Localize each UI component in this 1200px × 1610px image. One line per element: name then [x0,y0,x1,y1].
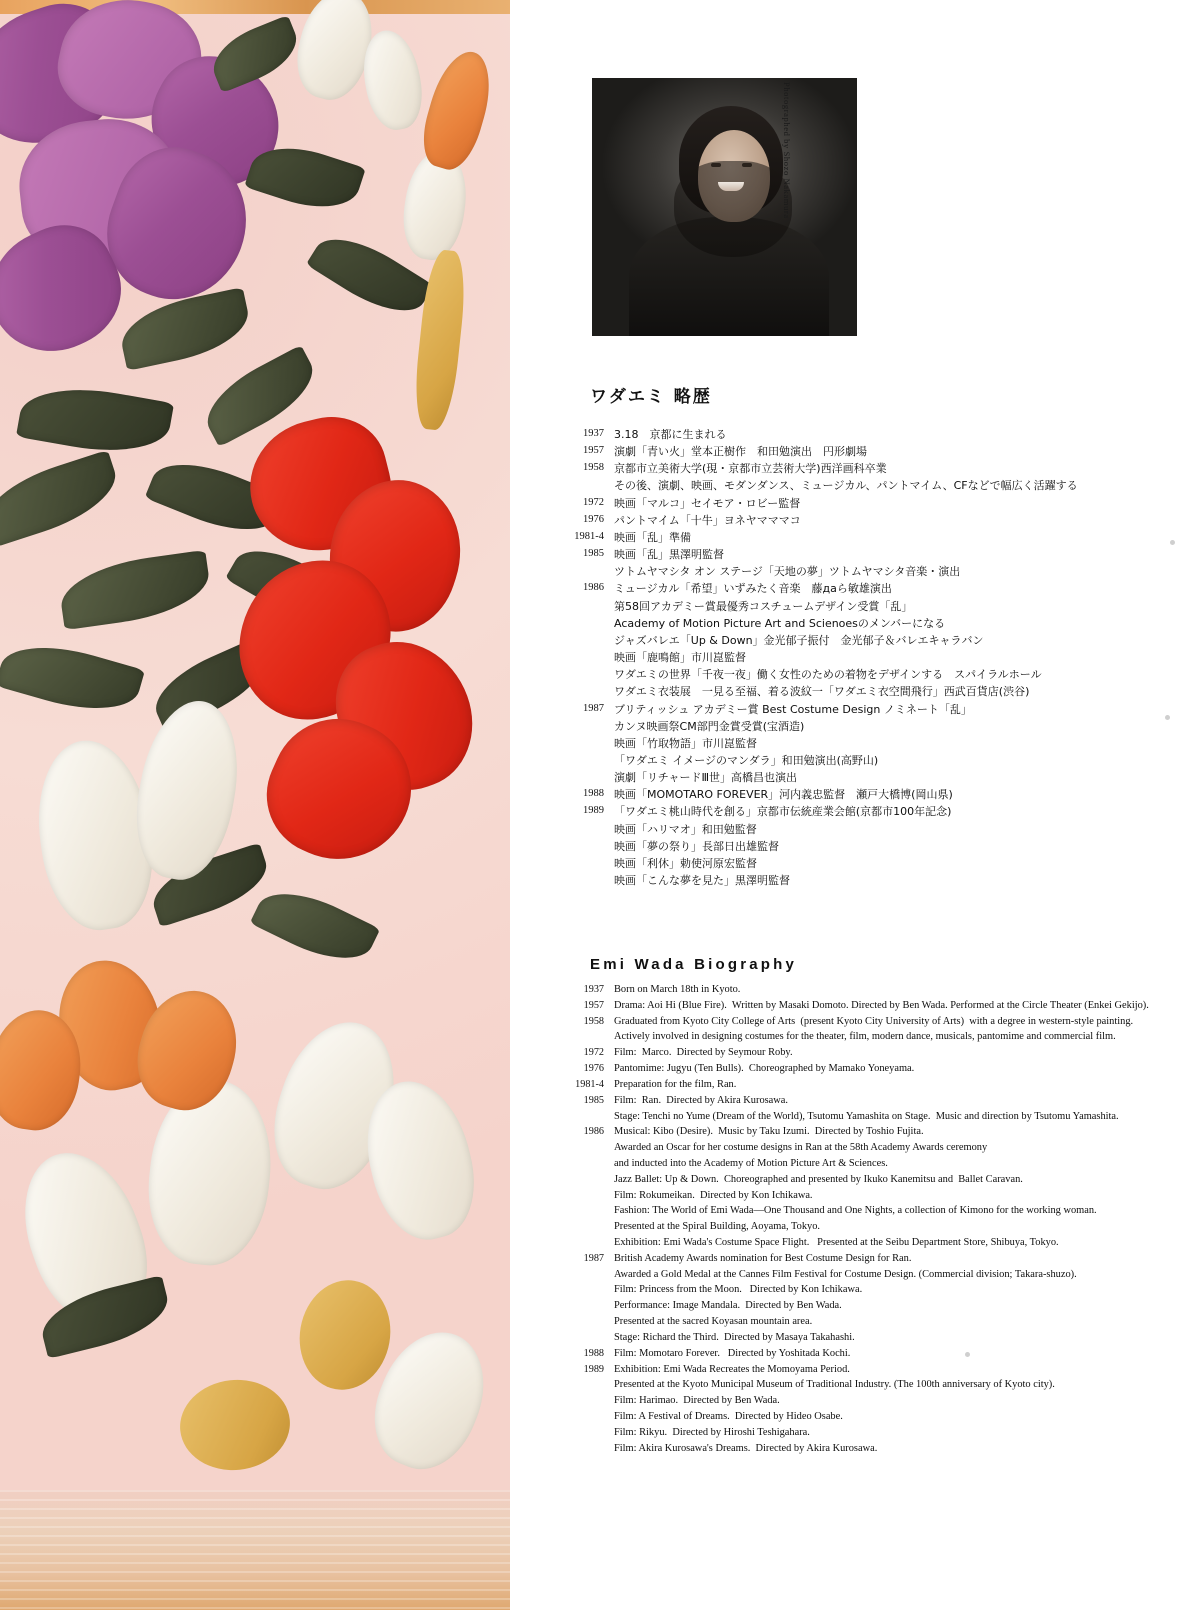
biography-entry-lines [614,998,1188,1014]
biography-entry-lines [614,443,1188,460]
paper-blemish [1165,715,1170,720]
biography-line: Awarded a Gold Medal at the Cannes Film Festival for Costume Design. (Commercial division; Takara-shuzo). [614,1268,1077,1280]
biography-entry [548,1077,1188,1093]
biography-line: 映画「竹取物語」市川崑監督 [614,736,757,750]
biography-line: Pantomime: Jugyu (Ten Bulls). Choreographed by Mamako Yoneyama. [614,1063,915,1075]
biography-line: Presented at the Spiral Building, Aoyama, Tokyo. [614,1221,821,1233]
biography-line: 映画「乱」準備 [614,530,691,544]
biography-entry [548,580,1188,700]
biography-entry [548,512,1188,529]
biography-line: 京都市立美術大学(現・京都市立芸術大学)西洋画科卒業 [614,462,887,476]
paper-blemish [965,1352,970,1357]
biography-entry-lines [614,1124,1188,1251]
biography-line: Film: Harimao. Directed by Ben Wada. [614,1395,780,1407]
biography-line: ミュージカル「希望」いずみたく音楽 藤даら敏雄演出 [614,582,892,596]
biography-line: British Academy Awards nomination for Best Costume Design for Ran. [614,1252,912,1264]
biography-line: Film: Rikyu. Directed by Hiroshi Teshigahara. [614,1426,810,1438]
english-biography-heading: Emi Wada Biography [590,956,798,973]
biography-line: ジャズバレエ「Up & Down」金光郁子振付 金光郁子＆バレエキャラバン [614,633,984,647]
biography-entry [548,701,1188,787]
biography-entry-lines [614,580,1188,700]
biography-entry-lines [614,1093,1188,1125]
biography-line: Born on March 18th in Kyoto. [614,984,741,995]
biography-line: Film: A Festival of Dreams. Directed by Hideo Osabe. [614,1410,843,1422]
biography-line: Academy of Motion Picture Art and Scienoesのメンバーになる [614,616,946,630]
biography-entry-lines [614,982,1188,998]
paper-blemish [1170,540,1175,545]
biography-entry-lines [614,786,1188,803]
english-biography-list [548,982,1188,1456]
biography-year: 1976 [583,1063,604,1075]
biography-entry-lines [614,426,1188,443]
biography-entry [548,529,1188,546]
biography-entry-lines [614,1346,1188,1362]
biography-line: パントマイム「十牛」ヨネヤマママコ [614,513,801,527]
portrait-photo [592,78,857,336]
photo-credit: Photographed by Shozo Nakamura [782,82,792,219]
biography-line: and inducted into the Academy of Motion Picture Art & Sciences. [614,1157,888,1169]
biography-line: Graduated from Kyoto City College of Arts (present Kyoto City University of Arts) with a degree in western-style painting. [614,1015,1134,1027]
biography-year: 1989 [583,805,604,817]
biography-entry [548,998,1188,1014]
biography-year: 1958 [583,1015,604,1027]
textile-photograph [0,0,510,1610]
biography-entry [548,982,1188,998]
biography-entry-lines [614,701,1188,787]
biography-line: Film: Akira Kurosawa's Dreams. Directed by Akira Kurosawa. [614,1442,878,1454]
biography-entry-lines [614,1251,1188,1346]
biography-line: ワダエミ衣装展 一見る至福、着る波紋一「ワダエミ衣空間飛行」西武百貨店(渋谷) [614,685,1030,699]
biography-entry [548,1346,1188,1362]
biography-year: 1987 [583,702,604,714]
biography-line: カンヌ映画祭CM部門金賞受賞(宝酒造) [614,719,805,733]
biography-line: ワダエミの世界「千夜一夜」働く女性のための着物をデザインする スパイラルホール [614,668,1042,682]
biography-year: 1972 [583,496,604,508]
biography-line: 映画「夢の祭り」長部日出雄監督 [614,839,779,853]
biography-year: 1972 [583,1047,604,1059]
biography-entry [548,443,1188,460]
biography-line: 演劇「リチャードⅢ世」高橋昌也演出 [614,771,798,785]
biography-year: 1988 [583,788,604,800]
biography-line: 映画「乱」黒澤明監督 [614,548,724,562]
biography-line: 演劇「青い火」堂本正樹作 和田勉演出 円形劇場 [614,445,867,459]
biography-line: 3.18 京都に生まれる [614,428,727,441]
biography-line: 第58回アカデミー賞最優秀コスチュームデザイン受賞「乱」 [614,599,913,613]
biography-entry-lines [614,1045,1188,1061]
biography-year: 1987 [583,1252,604,1264]
biography-line: Jazz Ballet: Up & Down. Choreographed and presented by Ikuko Kanemitsu and Ballet Caravan. [614,1173,1023,1185]
biography-line: Performance: Image Mandala. Directed by Ben Wada. [614,1300,842,1312]
biography-entry [548,1061,1188,1077]
biography-line: Exhibition: Emi Wada Recreates the Momoyama Period. [614,1363,850,1375]
biography-entry-lines [614,1362,1188,1457]
biography-line: Presented at the Kyoto Municipal Museum of Traditional Industry. (The 100th anniversary of Kyoto city). [614,1379,1055,1391]
biography-line: Stage: Tenchi no Yume (Dream of the World), Tsutomu Yamashita on Stage. Music and direction by Tsutomu Yamashita. [614,1110,1119,1122]
biography-entry-lines [614,495,1188,512]
biography-entry [548,803,1188,889]
biography-line: 「ワダエミ桃山時代を創る」京都市伝統産業会館(京都市100年記念) [614,805,952,819]
biography-page [510,0,1200,1610]
biography-year: 1937 [583,428,604,439]
biography-year: 1958 [583,462,604,474]
biography-line: 「ワダエミ イメージのマンダラ」和田勉演出(高野山) [614,753,879,767]
portrait-image [592,78,857,336]
biography-entry-lines [614,1077,1188,1093]
biography-year: 1989 [583,1363,604,1375]
biography-line: 映画「こんな夢を見た」黒澤明監督 [614,874,790,888]
biography-entry [548,1014,1188,1046]
biography-year: 1985 [583,548,604,560]
japanese-biography-heading: ワダエミ 略歴 [590,387,712,407]
biography-line: Preparation for the film, Ran. [614,1078,737,1090]
biography-entry [548,1124,1188,1251]
biography-year: 1981-4 [575,1078,604,1090]
biography-line: Presented at the sacred Koyasan mountain area. [614,1316,813,1328]
biography-entry [548,1045,1188,1061]
biography-year: 1957 [583,445,604,457]
biography-line: 映画「ハリマオ」和田勉監督 [614,822,757,836]
portrait-eye-left [711,163,721,167]
biography-entry [548,426,1188,443]
biography-line: Musical: Kibo (Desire). Music by Taku Izumi. Directed by Toshio Fujita. [614,1126,924,1138]
biography-line: Film: Momotaro Forever. Directed by Yoshitada Kochi. [614,1347,851,1359]
biography-year: 1981-4 [574,530,604,542]
biography-entry-lines [614,512,1188,529]
biography-entry-lines [614,460,1188,494]
japanese-biography-list [548,426,1188,889]
biography-year: 1976 [583,513,604,525]
biography-line: Exhibition: Emi Wada's Costume Space Flight. Presented at the Seibu Department Store, Shibuya, Tokyo. [614,1237,1059,1248]
textile-bottom-weave [0,1490,510,1610]
biography-line: ツトムヤマシタ オン ステージ「天地の夢」ツトムヤマシタ音楽・演出 [614,565,961,579]
biography-line: Drama: Aoi Hi (Blue Fire). Written by Masaki Domoto. Directed by Ben Wada. Performed at the Circle Theater (Enkei Gekijo). [614,999,1149,1011]
biography-entry [548,546,1188,580]
biography-entry-lines [614,1061,1188,1077]
biography-line: その後、演劇、映画、モダンダンス、ミュージカル、パントマイム、CFなどで幅広く活躍する [614,479,1078,493]
biography-line: Fashion: The World of Emi Wada—One Thousand and One Nights, a collection of Kimono for the working woman. [614,1205,1097,1217]
biography-entry [548,495,1188,512]
biography-line: 映画「MOMOTARO FOREVER」河内義忠監督 瀬戸大橋博(岡山県) [614,788,953,802]
biography-year: 1986 [583,582,604,594]
biography-line: Awarded an Oscar for her costume designs in Ran at the 58th Academy Awards ceremony [614,1142,988,1154]
biography-line: Actively involved in designing costumes for the theater, film, modern dance, musicals, pantomime and commercial film. [614,1031,1116,1043]
biography-line: Film: Princess from the Moon. Directed by Kon Ichikawa. [614,1284,863,1296]
biography-year: 1985 [583,1094,604,1106]
biography-entry [548,1251,1188,1346]
biography-year: 1986 [583,1126,604,1138]
portrait-hair-lower [674,161,792,257]
biography-line: Film: Rokumeikan. Directed by Kon Ichikawa. [614,1189,813,1201]
biography-entry-lines [614,803,1188,889]
portrait-eye-right [742,163,752,167]
biography-entry-lines [614,546,1188,580]
biography-year: 1957 [583,999,604,1011]
biography-line: 映画「利休」勅使河原宏監督 [614,856,757,870]
biography-year: 1988 [583,1347,604,1359]
biography-line: ブリティッシュ アカデミー賞 Best Costume Design ノミネート「乱」 [614,702,972,716]
biography-entry [548,1093,1188,1125]
biography-line: Film: Ran. Directed by Akira Kurosawa. [614,1094,789,1106]
biography-entry [548,786,1188,803]
biography-line: Film: Marco. Directed by Seymour Roby. [614,1047,793,1059]
biography-entry [548,460,1188,494]
biography-year: 1937 [583,984,604,995]
biography-entry-lines [614,1014,1188,1046]
biography-line: Stage: Richard the Third. Directed by Masaya Takahashi. [614,1331,855,1343]
biography-entry-lines [614,529,1188,546]
biography-line: 映画「鹿鳴館」市川崑監督 [614,651,746,665]
biography-entry [548,1362,1188,1457]
biography-line: 映画「マルコ」セイモア・ロビー監督 [614,496,801,510]
